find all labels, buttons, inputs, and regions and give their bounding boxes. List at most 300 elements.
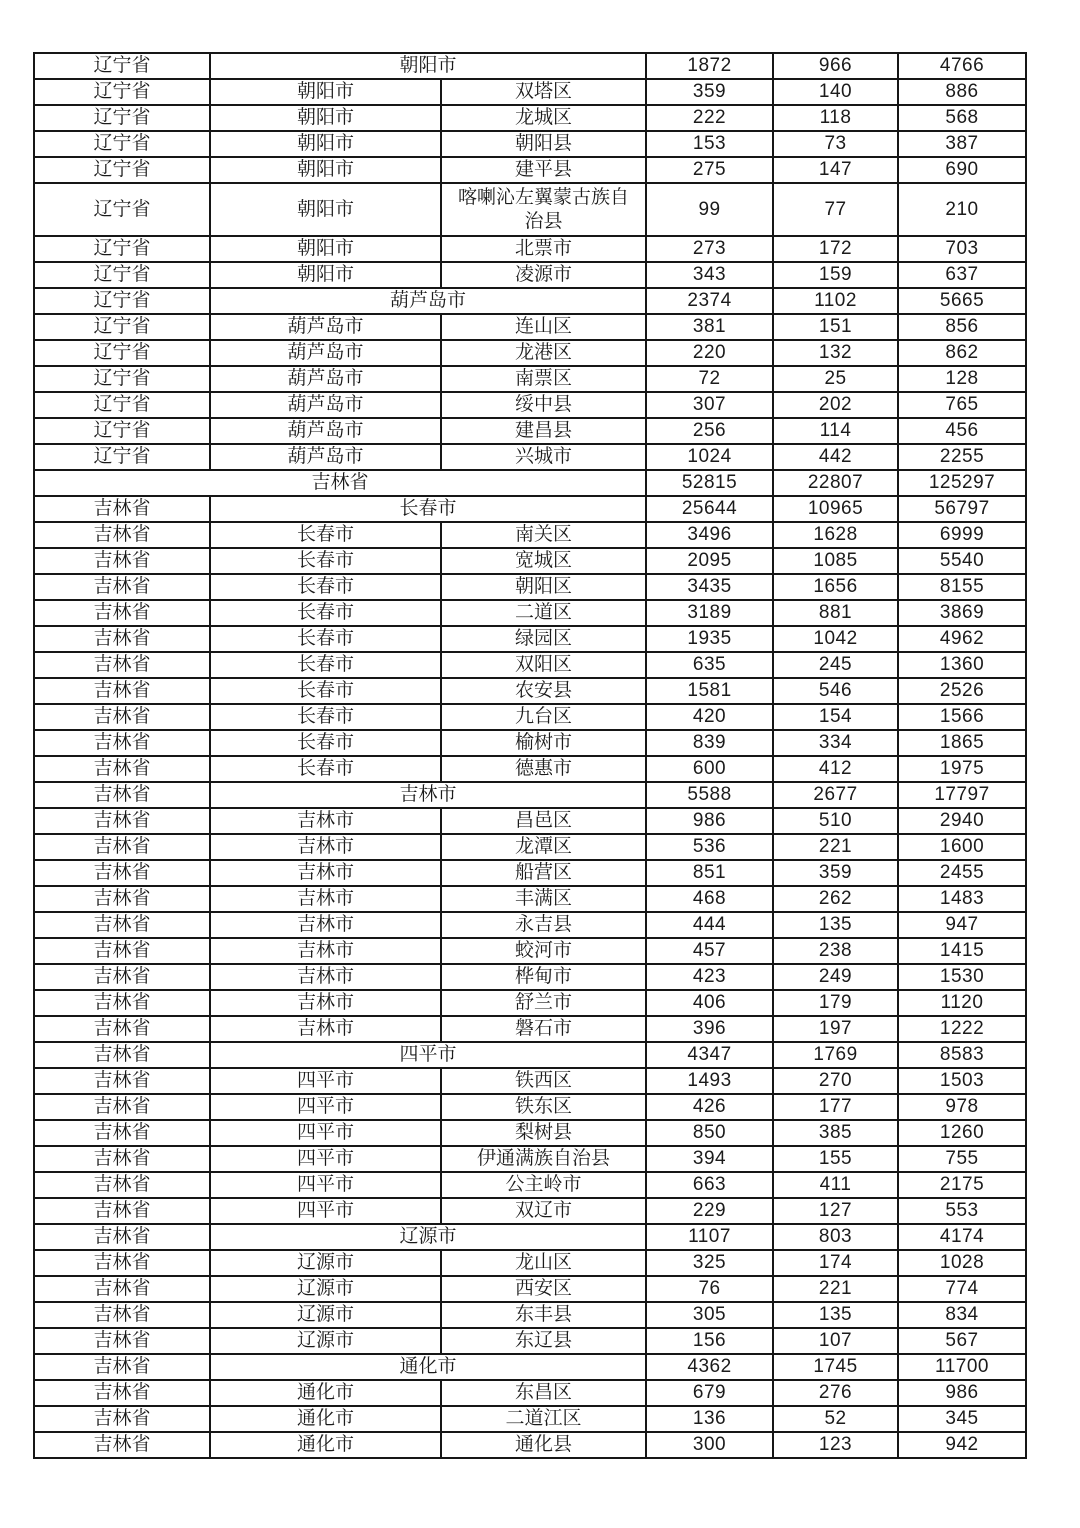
province-cell: 辽宁省: [34, 131, 210, 157]
city-cell: 朝阳市: [210, 262, 441, 288]
value-cell: 1483: [898, 886, 1026, 912]
table-row: [34, 652, 1026, 678]
city-cell: 通化市: [210, 1406, 441, 1432]
table-row: [34, 912, 1026, 938]
value-cell: 3435: [646, 574, 773, 600]
city-cell: 吉林市: [210, 1016, 441, 1042]
value-cell: 256: [646, 418, 773, 444]
value-cell: 123: [773, 1432, 898, 1458]
value-cell: 159: [773, 262, 898, 288]
table-row: [34, 834, 1026, 860]
province-cell: 吉林省: [34, 496, 210, 522]
table-row: [34, 1354, 1026, 1380]
value-cell: 1102: [773, 288, 898, 314]
table-row: [34, 1068, 1026, 1094]
table-row: [34, 470, 1026, 496]
district-cell: 龙山区: [441, 1250, 646, 1276]
value-cell: 3189: [646, 600, 773, 626]
province-cell: 吉林省: [34, 574, 210, 600]
value-cell: 229: [646, 1198, 773, 1224]
province-cell: 吉林省: [34, 1120, 210, 1146]
district-cell: 二道江区: [441, 1406, 646, 1432]
district-cell: 兴城市: [441, 444, 646, 470]
value-cell: 345: [898, 1406, 1026, 1432]
province-cell: 吉林省: [34, 1302, 210, 1328]
district-cell: 建平县: [441, 157, 646, 183]
value-cell: 270: [773, 1068, 898, 1094]
table-row: [34, 444, 1026, 470]
value-cell: 1493: [646, 1068, 773, 1094]
value-cell: 567: [898, 1328, 1026, 1354]
value-cell: 197: [773, 1016, 898, 1042]
value-cell: 850: [646, 1120, 773, 1146]
city-cell: 吉林市: [210, 912, 441, 938]
table-row: [34, 236, 1026, 262]
value-cell: 276: [773, 1380, 898, 1406]
province-cell: 吉林省: [34, 1380, 210, 1406]
value-cell: 637: [898, 262, 1026, 288]
value-cell: 411: [773, 1172, 898, 1198]
value-cell: 132: [773, 340, 898, 366]
value-cell: 325: [646, 1250, 773, 1276]
city-cell: 四平市: [210, 1198, 441, 1224]
value-cell: 1107: [646, 1224, 773, 1250]
table-row: [34, 808, 1026, 834]
table-row: [34, 392, 1026, 418]
city-cell: 通化市: [210, 1432, 441, 1458]
value-cell: 1530: [898, 964, 1026, 990]
district-cell: 磐石市: [441, 1016, 646, 1042]
value-cell: 273: [646, 236, 773, 262]
district-cell: 朝阳区: [441, 574, 646, 600]
value-cell: 834: [898, 1302, 1026, 1328]
value-cell: 765: [898, 392, 1026, 418]
city-cell: 葫芦岛市: [210, 392, 441, 418]
value-cell: 4362: [646, 1354, 773, 1380]
district-cell: 双阳区: [441, 652, 646, 678]
value-cell: 359: [773, 860, 898, 886]
province-cell: 吉林省: [34, 730, 210, 756]
value-cell: 2940: [898, 808, 1026, 834]
value-cell: 11700: [898, 1354, 1026, 1380]
value-cell: 986: [646, 808, 773, 834]
value-cell: 222: [646, 105, 773, 131]
value-cell: 381: [646, 314, 773, 340]
province-cell: 吉林省: [34, 756, 210, 782]
value-cell: 1120: [898, 990, 1026, 1016]
value-cell: 1600: [898, 834, 1026, 860]
city-span-cell: 辽源市: [210, 1224, 646, 1250]
city-cell: 长春市: [210, 678, 441, 704]
value-cell: 155: [773, 1146, 898, 1172]
value-cell: 2175: [898, 1172, 1026, 1198]
table-row: [34, 1406, 1026, 1432]
value-cell: 334: [773, 730, 898, 756]
district-cell: 龙城区: [441, 105, 646, 131]
value-cell: 536: [646, 834, 773, 860]
value-cell: 127: [773, 1198, 898, 1224]
value-cell: 553: [898, 1198, 1026, 1224]
value-cell: 986: [898, 1380, 1026, 1406]
district-cell: 公主岭市: [441, 1172, 646, 1198]
city-cell: 葫芦岛市: [210, 444, 441, 470]
district-cell: 宽城区: [441, 548, 646, 574]
city-cell: 辽源市: [210, 1250, 441, 1276]
table-row: [34, 1380, 1026, 1406]
table-row: [34, 131, 1026, 157]
value-cell: 423: [646, 964, 773, 990]
province-cell: 吉林省: [34, 1172, 210, 1198]
value-cell: 2374: [646, 288, 773, 314]
value-cell: 2455: [898, 860, 1026, 886]
value-cell: 456: [898, 418, 1026, 444]
value-cell: 25644: [646, 496, 773, 522]
value-cell: 1260: [898, 1120, 1026, 1146]
city-cell: 长春市: [210, 652, 441, 678]
province-cell: 吉林省: [34, 704, 210, 730]
city-cell: 吉林市: [210, 938, 441, 964]
table-row: [34, 990, 1026, 1016]
value-cell: 4174: [898, 1224, 1026, 1250]
table-row: [34, 1120, 1026, 1146]
district-cell: 船营区: [441, 860, 646, 886]
table-row: [34, 1016, 1026, 1042]
district-cell: 农安县: [441, 678, 646, 704]
district-cell: 伊通满族自治县: [441, 1146, 646, 1172]
value-cell: 1656: [773, 574, 898, 600]
value-cell: 2526: [898, 678, 1026, 704]
value-cell: 1745: [773, 1354, 898, 1380]
province-cell: 吉林省: [34, 808, 210, 834]
district-cell: 龙潭区: [441, 834, 646, 860]
district-cell: 二道区: [441, 600, 646, 626]
district-cell: 九台区: [441, 704, 646, 730]
value-cell: 135: [773, 912, 898, 938]
value-cell: 305: [646, 1302, 773, 1328]
value-cell: 1503: [898, 1068, 1026, 1094]
city-span-cell: 四平市: [210, 1042, 646, 1068]
value-cell: 10965: [773, 496, 898, 522]
city-cell: 长春市: [210, 626, 441, 652]
value-cell: 3869: [898, 600, 1026, 626]
province-cell: 吉林省: [34, 600, 210, 626]
table-row: [34, 366, 1026, 392]
value-cell: 220: [646, 340, 773, 366]
district-cell: 铁东区: [441, 1094, 646, 1120]
table-row: [34, 1224, 1026, 1250]
value-cell: 444: [646, 912, 773, 938]
province-cell: 吉林省: [34, 1328, 210, 1354]
city-span-cell: 通化市: [210, 1354, 646, 1380]
value-cell: 4347: [646, 1042, 773, 1068]
province-cell: 吉林省: [34, 1354, 210, 1380]
value-cell: 546: [773, 678, 898, 704]
city-cell: 长春市: [210, 600, 441, 626]
district-cell: 梨树县: [441, 1120, 646, 1146]
city-cell: 吉林市: [210, 886, 441, 912]
city-cell: 朝阳市: [210, 183, 441, 236]
value-cell: 4962: [898, 626, 1026, 652]
province-cell: 吉林省: [34, 990, 210, 1016]
value-cell: 420: [646, 704, 773, 730]
value-cell: 385: [773, 1120, 898, 1146]
value-cell: 1872: [646, 53, 773, 79]
value-cell: 1028: [898, 1250, 1026, 1276]
value-cell: 174: [773, 1250, 898, 1276]
district-cell: 喀喇沁左翼蒙古族自治县: [441, 183, 646, 236]
value-cell: 1975: [898, 756, 1026, 782]
value-cell: 118: [773, 105, 898, 131]
value-cell: 210: [898, 183, 1026, 236]
value-cell: 8583: [898, 1042, 1026, 1068]
city-cell: 长春市: [210, 548, 441, 574]
table-row: [34, 964, 1026, 990]
value-cell: 172: [773, 236, 898, 262]
value-cell: 2255: [898, 444, 1026, 470]
district-cell: 建昌县: [441, 418, 646, 444]
province-cell: 吉林省: [34, 1068, 210, 1094]
province-cell: 吉林省: [34, 782, 210, 808]
value-cell: 679: [646, 1380, 773, 1406]
table-body: [34, 53, 1026, 1458]
value-cell: 221: [773, 1276, 898, 1302]
district-cell: 丰满区: [441, 886, 646, 912]
value-cell: 406: [646, 990, 773, 1016]
value-cell: 703: [898, 236, 1026, 262]
table-row: [34, 600, 1026, 626]
district-cell: 铁西区: [441, 1068, 646, 1094]
province-cell: 吉林省: [34, 678, 210, 704]
city-cell: 四平市: [210, 1146, 441, 1172]
value-cell: 387: [898, 131, 1026, 157]
province-cell: 吉林省: [34, 1198, 210, 1224]
value-cell: 154: [773, 704, 898, 730]
value-cell: 856: [898, 314, 1026, 340]
province-cell: 吉林省: [34, 652, 210, 678]
value-cell: 6999: [898, 522, 1026, 548]
city-span-cell: 吉林市: [210, 782, 646, 808]
value-cell: 663: [646, 1172, 773, 1198]
value-cell: 151: [773, 314, 898, 340]
province-cell: 吉林省: [34, 834, 210, 860]
district-cell: 舒兰市: [441, 990, 646, 1016]
district-cell: 绿园区: [441, 626, 646, 652]
value-cell: 72: [646, 366, 773, 392]
city-cell: 长春市: [210, 756, 441, 782]
value-cell: 394: [646, 1146, 773, 1172]
value-cell: 1024: [646, 444, 773, 470]
value-cell: 343: [646, 262, 773, 288]
city-cell: 葫芦岛市: [210, 340, 441, 366]
table-row: [34, 1328, 1026, 1354]
city-span-cell: 葫芦岛市: [210, 288, 646, 314]
province-cell: 吉林省: [34, 1016, 210, 1042]
province-cell: 吉林省: [34, 1146, 210, 1172]
province-cell: 辽宁省: [34, 366, 210, 392]
value-cell: 1865: [898, 730, 1026, 756]
value-cell: 2095: [646, 548, 773, 574]
value-cell: 307: [646, 392, 773, 418]
province-cell: 吉林省: [34, 1094, 210, 1120]
value-cell: 136: [646, 1406, 773, 1432]
value-cell: 468: [646, 886, 773, 912]
district-cell: 榆树市: [441, 730, 646, 756]
value-cell: 202: [773, 392, 898, 418]
table-row: [34, 1302, 1026, 1328]
value-cell: 128: [898, 366, 1026, 392]
district-cell: 南关区: [441, 522, 646, 548]
province-cell: 辽宁省: [34, 288, 210, 314]
value-cell: 56797: [898, 496, 1026, 522]
value-cell: 73: [773, 131, 898, 157]
city-cell: 吉林市: [210, 808, 441, 834]
district-cell: 昌邑区: [441, 808, 646, 834]
province-cell: 辽宁省: [34, 444, 210, 470]
district-cell: 连山区: [441, 314, 646, 340]
city-cell: 长春市: [210, 574, 441, 600]
province-cell: 辽宁省: [34, 262, 210, 288]
value-cell: 140: [773, 79, 898, 105]
table-row: [34, 1146, 1026, 1172]
value-cell: 510: [773, 808, 898, 834]
city-cell: 朝阳市: [210, 157, 441, 183]
value-cell: 17797: [898, 782, 1026, 808]
table-row: [34, 288, 1026, 314]
table-row: [34, 314, 1026, 340]
value-cell: 52: [773, 1406, 898, 1432]
value-cell: 966: [773, 53, 898, 79]
city-cell: 葫芦岛市: [210, 314, 441, 340]
table-row: [34, 704, 1026, 730]
table-row: [34, 157, 1026, 183]
value-cell: 426: [646, 1094, 773, 1120]
district-cell: 东丰县: [441, 1302, 646, 1328]
value-cell: 22807: [773, 470, 898, 496]
city-cell: 吉林市: [210, 990, 441, 1016]
district-cell: 凌源市: [441, 262, 646, 288]
province-span-cell: 吉林省: [34, 470, 646, 496]
value-cell: 1415: [898, 938, 1026, 964]
table-row: [34, 79, 1026, 105]
table-row: [34, 1094, 1026, 1120]
value-cell: 76: [646, 1276, 773, 1302]
value-cell: 5665: [898, 288, 1026, 314]
value-cell: 1769: [773, 1042, 898, 1068]
city-cell: 葫芦岛市: [210, 366, 441, 392]
table-row: [34, 522, 1026, 548]
table-row: [34, 782, 1026, 808]
value-cell: 245: [773, 652, 898, 678]
table-row: [34, 496, 1026, 522]
value-cell: 1581: [646, 678, 773, 704]
value-cell: 690: [898, 157, 1026, 183]
city-span-cell: 长春市: [210, 496, 646, 522]
table-row: [34, 105, 1026, 131]
table-row: [34, 860, 1026, 886]
value-cell: 774: [898, 1276, 1026, 1302]
value-cell: 107: [773, 1328, 898, 1354]
province-cell: 辽宁省: [34, 236, 210, 262]
value-cell: 881: [773, 600, 898, 626]
admin-divisions-table: [33, 52, 1027, 1459]
value-cell: 2677: [773, 782, 898, 808]
value-cell: 1935: [646, 626, 773, 652]
value-cell: 942: [898, 1432, 1026, 1458]
value-cell: 635: [646, 652, 773, 678]
province-cell: 辽宁省: [34, 183, 210, 236]
province-cell: 辽宁省: [34, 157, 210, 183]
table-row: [34, 183, 1026, 236]
city-cell: 吉林市: [210, 860, 441, 886]
value-cell: 1042: [773, 626, 898, 652]
province-cell: 吉林省: [34, 1406, 210, 1432]
value-cell: 99: [646, 183, 773, 236]
province-cell: 辽宁省: [34, 340, 210, 366]
city-cell: 朝阳市: [210, 105, 441, 131]
city-span-cell: 朝阳市: [210, 53, 646, 79]
value-cell: 947: [898, 912, 1026, 938]
value-cell: 1222: [898, 1016, 1026, 1042]
value-cell: 1085: [773, 548, 898, 574]
province-cell: 辽宁省: [34, 314, 210, 340]
value-cell: 153: [646, 131, 773, 157]
value-cell: 179: [773, 990, 898, 1016]
city-cell: 辽源市: [210, 1302, 441, 1328]
table-row: [34, 340, 1026, 366]
province-cell: 吉林省: [34, 548, 210, 574]
province-cell: 吉林省: [34, 860, 210, 886]
city-cell: 四平市: [210, 1094, 441, 1120]
value-cell: 568: [898, 105, 1026, 131]
province-cell: 吉林省: [34, 1042, 210, 1068]
province-cell: 吉林省: [34, 626, 210, 652]
city-cell: 四平市: [210, 1120, 441, 1146]
table-row: [34, 1198, 1026, 1224]
district-cell: 双辽市: [441, 1198, 646, 1224]
value-cell: 249: [773, 964, 898, 990]
city-cell: 葫芦岛市: [210, 418, 441, 444]
value-cell: 886: [898, 79, 1026, 105]
city-cell: 朝阳市: [210, 79, 441, 105]
table-row: [34, 1276, 1026, 1302]
value-cell: 147: [773, 157, 898, 183]
value-cell: 755: [898, 1146, 1026, 1172]
district-cell: 永吉县: [441, 912, 646, 938]
value-cell: 442: [773, 444, 898, 470]
value-cell: 177: [773, 1094, 898, 1120]
province-cell: 吉林省: [34, 964, 210, 990]
table-row: [34, 418, 1026, 444]
table-row: [34, 1172, 1026, 1198]
value-cell: 114: [773, 418, 898, 444]
city-cell: 长春市: [210, 522, 441, 548]
city-cell: 辽源市: [210, 1276, 441, 1302]
province-cell: 吉林省: [34, 1250, 210, 1276]
table-row: [34, 756, 1026, 782]
value-cell: 851: [646, 860, 773, 886]
province-cell: 辽宁省: [34, 53, 210, 79]
value-cell: 839: [646, 730, 773, 756]
table-row: [34, 886, 1026, 912]
province-cell: 辽宁省: [34, 418, 210, 444]
province-cell: 吉林省: [34, 1224, 210, 1250]
table-row: [34, 548, 1026, 574]
province-cell: 辽宁省: [34, 105, 210, 131]
table-row: [34, 1432, 1026, 1458]
value-cell: 4766: [898, 53, 1026, 79]
value-cell: 412: [773, 756, 898, 782]
table-row: [34, 574, 1026, 600]
